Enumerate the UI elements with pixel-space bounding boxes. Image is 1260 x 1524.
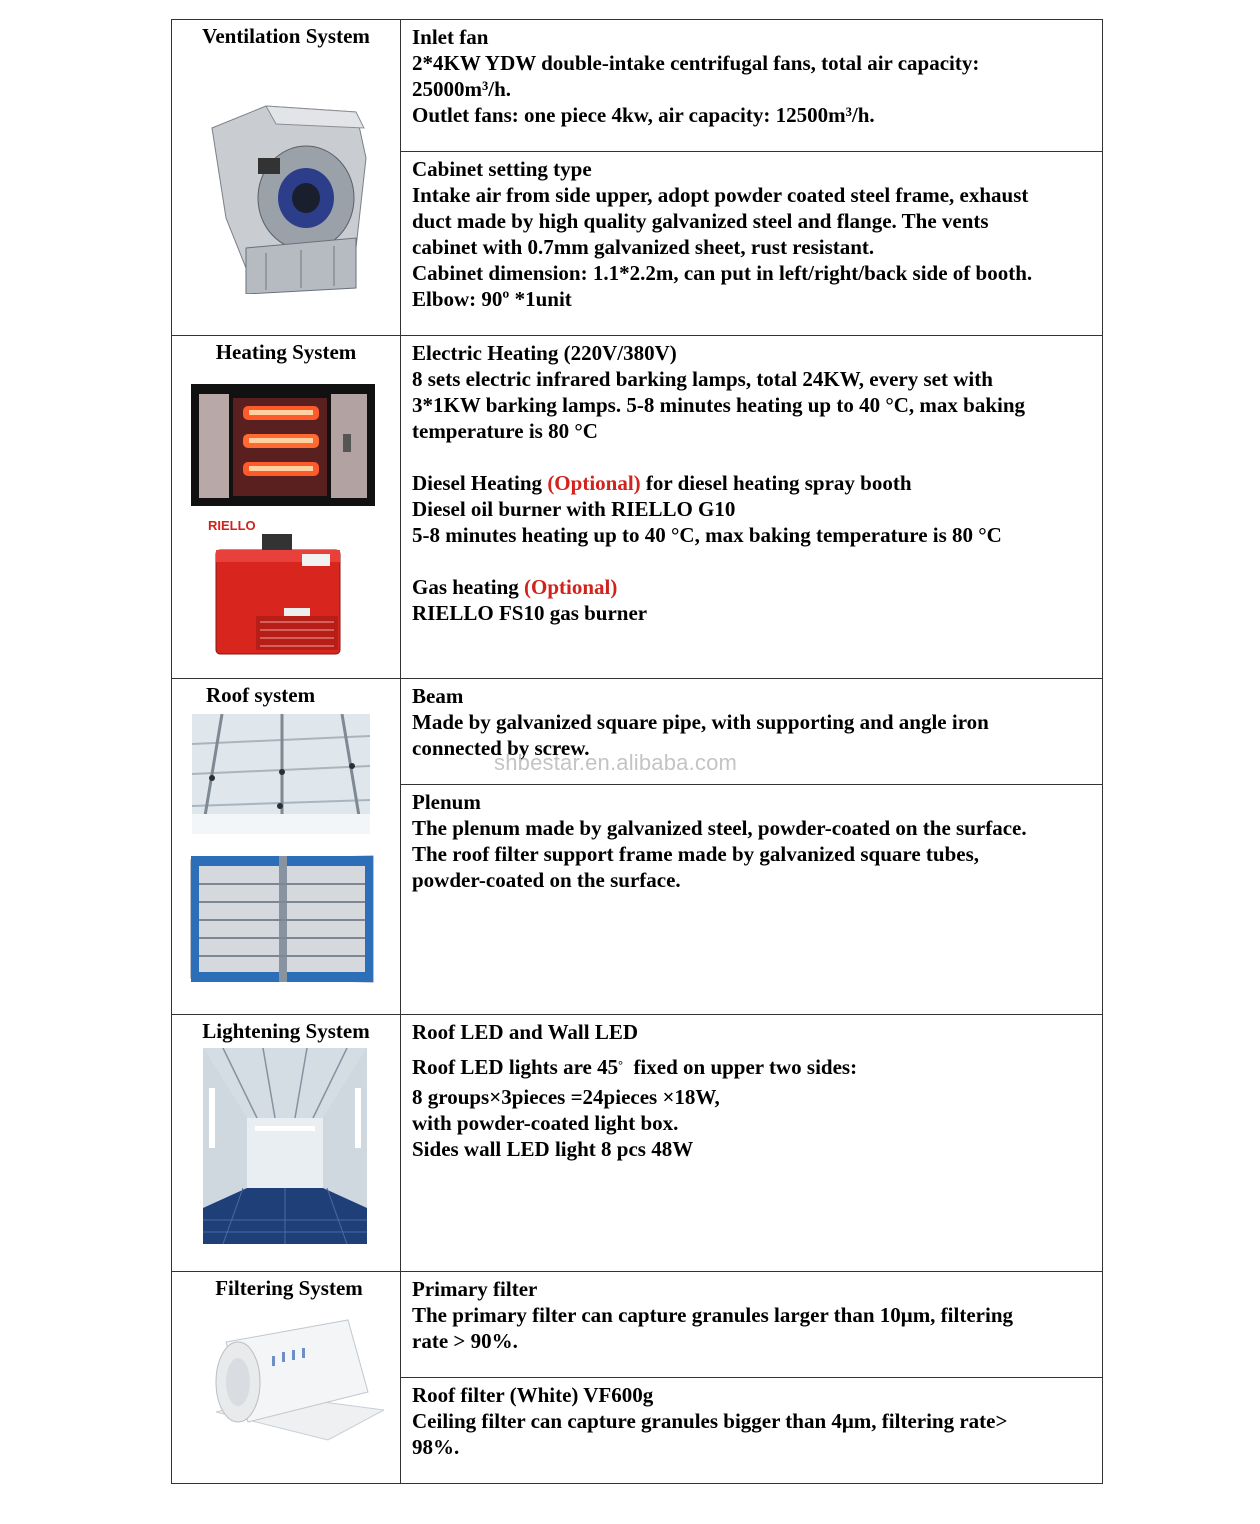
plenum-text: The roof filter support frame made by galvanized square tubes,: [412, 842, 979, 866]
led-title: Roof LED and Wall LED: [412, 1020, 639, 1044]
led-angle-text: Roof LED lights are 45: [412, 1055, 619, 1079]
booth-interior-icon: [203, 1048, 367, 1244]
roof-filter-title: Roof filter (White) VF600g: [412, 1383, 654, 1407]
ventilation-cell: [172, 20, 401, 336]
infrared-lamp-icon: [191, 384, 375, 506]
cabinet-dimension: Cabinet dimension: 1.1*2.2m, can put in left/right/back side of booth.: [412, 261, 1033, 285]
heating-cell: [172, 336, 401, 679]
gas-heating-text: RIELLO FS10 gas burner: [412, 601, 648, 625]
plenum-frame-icon: [187, 854, 377, 984]
electric-heating-text: 3*1KW barking lamps. 5-8 minutes heating up to 40 °C, max baking: [412, 393, 1026, 417]
roof-filter-cell: [401, 1378, 1103, 1484]
plenum-text: powder-coated on the surface.: [412, 868, 681, 892]
led-text: 8 groups×3pieces =24pieces ×18W,: [412, 1085, 720, 1109]
beam-title: Beam: [412, 684, 464, 708]
roof-filter-text: 98%.: [412, 1435, 460, 1459]
plenum-title: Plenum: [412, 790, 481, 814]
diesel-heating-title: [412, 470, 1092, 496]
centrifugal-fan-icon: [206, 98, 372, 294]
outlet-fan-text: Outlet fans: one piece 4kw, air capacity: 12500m³/h.: [412, 103, 875, 127]
led-text: with powder-coated light box.: [412, 1111, 679, 1135]
cabinet-elbow: Elbow: 90º *1unit: [412, 287, 572, 311]
cabinet-cell: [401, 152, 1103, 336]
led-cell: [401, 1015, 1103, 1272]
wall-led-text: Sides wall LED light 8 pcs 48W: [412, 1137, 694, 1161]
beam-text: Made by galvanized square pipe, with supporting and angle iron: [412, 710, 989, 734]
filtering-label: Filtering System: [215, 1276, 363, 1300]
watermark: shbestar.en.alibaba.com: [494, 750, 738, 775]
cabinet-text: cabinet with 0.7mm galvanized sheet, rust resistant.: [412, 235, 875, 259]
inlet-fan-cell: [401, 20, 1103, 152]
led-text: [412, 1054, 1092, 1080]
diesel-heating-text: 5-8 minutes heating up to 40 °C, max baking temperature is 80 °C: [412, 523, 1002, 547]
diesel-title-text: Diesel Heating: [412, 471, 548, 495]
primary-filter-cell: [401, 1272, 1103, 1378]
inlet-fan-text: 25000m³/h.: [412, 77, 512, 101]
inlet-fan-text: 2*4KW YDW double-intake centrifugal fans, total air capacity:: [412, 51, 980, 75]
roof-label: Roof system: [206, 683, 316, 707]
burner-brand: RIELLO: [208, 518, 256, 533]
plenum-cell: [401, 785, 1103, 1015]
degree-sign: °: [618, 1058, 623, 1072]
heating-label: Heating System: [215, 340, 357, 364]
roof-cell: [172, 679, 401, 1015]
plenum-text: The plenum made by galvanized steel, powder-coated on the surface.: [412, 816, 1027, 840]
gas-heating-title: [412, 574, 1092, 600]
gas-title-text: Gas heating: [412, 575, 525, 599]
lighting-label: Lightening System: [202, 1019, 370, 1043]
electric-heating-text: temperature is 80 °C: [412, 419, 598, 443]
electric-heating-text: 8 sets electric infrared barking lamps, total 24KW, every set with: [412, 367, 993, 391]
cabinet-text: Intake air from side upper, adopt powder coated steel frame, exhaust: [412, 183, 1029, 207]
ventilation-label: Ventilation System: [202, 24, 370, 48]
roof-filter-text: Ceiling filter can capture granules bigger than 4μm, filtering rate>: [412, 1409, 1008, 1433]
diesel-title-suffix: for diesel heating spray booth: [640, 471, 912, 495]
inlet-fan-title: Inlet fan: [412, 25, 489, 49]
optional-badge: (Optional): [524, 575, 618, 599]
primary-filter-text: The primary filter can capture granules larger than 10μm, filtering: [412, 1303, 1013, 1327]
primary-filter-title: Primary filter: [412, 1277, 538, 1301]
filtering-cell: [172, 1272, 401, 1484]
cabinet-text: duct made by high quality galvanized steel and flange. The vents: [412, 209, 989, 233]
diesel-heating-text: Diesel oil burner with RIELLO G10: [412, 497, 736, 521]
heating-details-cell: [401, 336, 1103, 679]
beam-text: connected by screw.: [412, 736, 590, 760]
cabinet-title: Cabinet setting type: [412, 157, 592, 181]
roof-beam-icon: [192, 714, 370, 834]
burner-icon: [202, 516, 352, 656]
led-position-text: fixed on upper two sides:: [622, 1055, 858, 1079]
primary-filter-text: rate > 90%.: [412, 1329, 518, 1353]
optional-badge: (Optional): [547, 471, 641, 495]
lighting-cell: [172, 1015, 401, 1272]
electric-heating-title: Electric Heating (220V/380V): [412, 341, 677, 365]
filter-roll-icon: [208, 1312, 384, 1458]
